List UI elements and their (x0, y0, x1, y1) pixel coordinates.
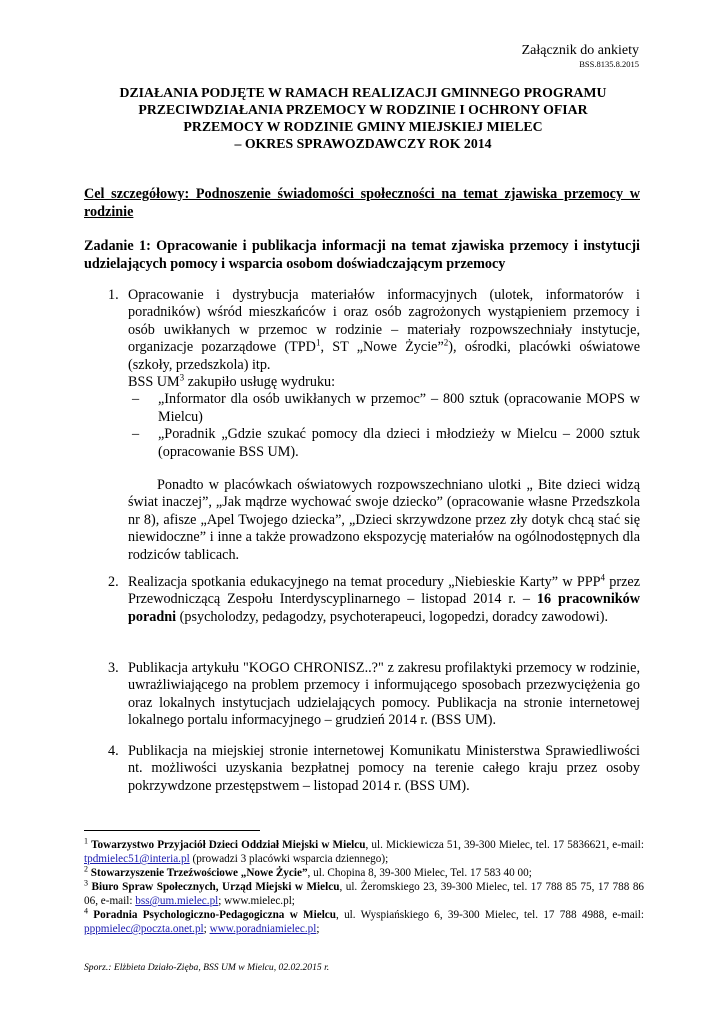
footnote-3: $^3$ Biuro Spraw Społecznych, Urząd Miejski w Mielcu, ul. Żeromskiego 23, 39-300 Mielec, tel. 17 788 85 75, 17 788 86 06, e-mail: bss@um.mielec.pl; www.mielec.pl; (84, 878, 645, 907)
document-title (84, 84, 642, 152)
item-paragraph: Publikacja na miejskiej stronie internetowej Komunikatu Ministerstwa Sprawiedliwości nt. możliwości uzyskania bezpłatnej pomocy na terenie całego kraju przez osoby pokrzywdzone przestępstwem – listopad 2014 r. (BSS UM). (128, 743, 640, 794)
dash-list (128, 391, 640, 461)
item-paragraph: BSS $UM^3$ zakupiło usługę wydruku: (128, 372, 336, 391)
item-number: 3. (108, 660, 119, 676)
footnote-ref-1[interactable]: 1 (315, 337, 321, 348)
footnote-ref-2[interactable]: 2 (443, 337, 449, 348)
item-paragraph: Realizacja spotkania edukacyjnego na temat procedury „Niebieskie Karty” w PPP$^4$ przez Przewodniczącą Zespołu Interdyscyplinarnego – listopad 2014 r. – 16 pracowników poradni (psycholodzy, pedagodzy, psychoterapeuci, logopedzi, doradcy zawodowi). (128, 572, 640, 625)
list-item-2 (84, 574, 640, 626)
website-link[interactable]: www.poradniamielec.pl (209, 923, 317, 935)
attachment-reference: BSS.8135.8.2015 (579, 59, 639, 69)
title-line: DZIAŁANIA PODJĘTE W RAMACH REALIZACJI GMINNEGO PROGRAMU (119, 85, 607, 100)
title-line: PRZECIWDZIAŁANIA PRZEMOCY W RODZINIE I OCHRONY OFIAR (138, 102, 588, 117)
item-paragraph: Opracowanie i dystrybucja materiałów informacyjnych (ulotek, informatorów i poradników) wśród mieszkańców i oraz osób zagrożonych wystąpieniem przemocy i osób uwikłanych w przemoc w rodzinie – materiały rozpowszechniały instytucje, organizacje pozarządowe (TPD$^1$, ST „Nowe Życie”$^2$), ośrodki, placówki oświatowe (szkoły, przedszkola) itp. (128, 287, 640, 373)
footnotes (84, 838, 644, 936)
item-paragraph: Publikacja artykułu "KOGO CHRONISZ..?" z zakresu profilaktyki przemocy w rodzinie, uwrażliwiającego na problem przemocy i informującego sposobach przezwyciężenia go oraz lokalnych instytucjach udzielających pomocy. Publikacja na stronie internetowej lokalnego portalu informacyjnego – grudzień 2014 r. (BSS UM). (128, 660, 640, 729)
footnote-2: $^2$ Stowarzyszenie Trzeźwościowe „Nowe Życie”, ul. Chopina 8, 39-300 Mielec, Tel. 17 583 40 00; (84, 864, 532, 879)
title-line: – OKRES SPRAWOZDAWCZY ROK 2014 (234, 136, 492, 151)
email-link[interactable]: tpdmielec51@interia.pl (84, 853, 190, 865)
dash-list-item: – „Informator dla osób uwikłanych w przemoc” – 800 sztuk (opracowanie MOPS w Mielcu) (132, 391, 640, 425)
dash-bullet: – (132, 391, 140, 408)
attachment-title: Załącznik do ankiety (521, 43, 639, 58)
footnote-divider (84, 830, 260, 831)
footnote-ref-4[interactable]: 4 (600, 572, 606, 583)
email-link[interactable]: pppmielec@poczta.onet.pl (84, 923, 204, 935)
specific-goal-heading: Cel szczegółowy: Podnoszenie świadomości społeczności na temat zjawiska przemocy w rodzinie (84, 186, 640, 220)
item-paragraph: Ponadto w placówkach oświatowych rozpowszechniano ulotki „ Bite dzieci widzą świat inaczej”, „Jak mądrze wychować swoje dziecko” (opracowanie własne Przedszkola nr 8), afisze „Apel Twojego dziecka”, „Dzieci skrzywdzone przez zły dotyk chcą stać się niewidoczne” i inne a także prowadzono ekspozycję materiałów na ogólnodostępnych dla rodziców tablicach. (128, 477, 640, 563)
email-link[interactable]: bss@um.mielec.pl (135, 895, 219, 907)
list-item-3 (84, 660, 640, 730)
prepared-by-note: Sporz.: Elżbieta Działo-Zięba, BSS UM w Mielcu, 02.02.2015 r. (84, 962, 330, 973)
item-number: 2. (108, 574, 119, 590)
footnote-1: $^1$ Towarzystwo Przyjaciół Dzieci Oddział Miejski w Mielcu, ul. Mickiewicza 51, 39-300 Mielec, tel. 17 5836621, e-mail: tpdmielec51@interia.pl (prowadzi 3 placówki wsparcia dziennego); (84, 836, 644, 865)
task-heading: Zadanie 1: Opracowanie i publikacja informacji na temat zjawiska przemocy i instytucji udzielających pomocy i wsparcia osobom doświadczającym przemocy (84, 238, 640, 272)
dash-bullet: – (132, 426, 140, 443)
dash-list-item: – „Poradnik „Gdzie szukać pomocy dla dzieci i młodzieży w Mielcu – 2000 sztuk (opracowanie BSS UM). (132, 426, 640, 460)
bold-count: 16 pracowników poradni (128, 591, 640, 625)
attachment-header (522, 42, 639, 69)
list-item-4 (84, 743, 640, 795)
list-item-1 (84, 287, 640, 564)
item-number: 1. (108, 287, 119, 303)
footnote-4: $^4$ Poradnia Psychologiczno-Pedagogiczna w Mielcu, ul. Wyspiańskiego 6, 39-300 Mielec, tel. 17 788 4988, e-mail: pppmielec@poczta.onet.pl; www.poradniamielec.pl; (84, 906, 645, 935)
footnote-ref-3[interactable]: 3 (179, 372, 185, 383)
title-line: PRZEMOCY W RODZINIE GMINY MIEJSKIEJ MIELEC (183, 119, 543, 134)
item-number: 4. (108, 743, 119, 759)
